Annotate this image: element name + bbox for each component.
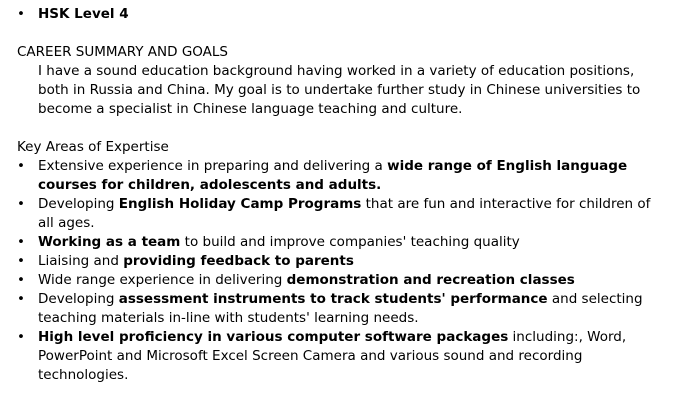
item-bold-text: demonstration and recreation classes — [286, 272, 575, 288]
list-item — [17, 290, 657, 328]
list-item — [17, 195, 657, 233]
resume-document — [17, 5, 657, 385]
item-text: Liaising and — [38, 253, 124, 269]
spacer — [17, 119, 657, 138]
bullet-icon: • — [17, 253, 25, 269]
list-item — [17, 233, 657, 252]
expertise-list — [17, 157, 657, 385]
item-bold-text: wide range of English language courses for children, adolescents and adults. — [38, 158, 628, 193]
career-summary-text: I have a sound education background having worked in a variety of education positions, both in Russia and China. My goal is to undertake further study in Chinese universities to become a specialist in Chinese language teaching and culture. — [38, 63, 641, 117]
item-text: including:, Word, PowerPoint and Microsoft Excel Screen Camera and various sound and recording technologies. — [38, 329, 627, 383]
expertise-heading: Key Areas of Expertise — [17, 139, 169, 155]
list-item — [17, 328, 657, 385]
spacer — [17, 24, 657, 43]
item-text: that are fun and interactive for children of all ages. — [38, 196, 651, 231]
bullet-icon: • — [17, 6, 25, 22]
item-bold-text: providing feedback to parents — [123, 253, 354, 269]
career-summary-heading: CAREER SUMMARY AND GOALS — [17, 44, 229, 60]
list-item — [17, 157, 657, 195]
item-bold-text: English Holiday Camp Programs — [118, 196, 362, 212]
bullet-icon: • — [17, 291, 25, 307]
item-text: and selecting teaching materials in-line with students' learning needs. — [38, 291, 643, 326]
item-bold-text: assessment instruments to track students' performance — [118, 291, 548, 307]
item-text: to build and improve companies' teaching quality — [180, 234, 520, 250]
list-item — [17, 271, 657, 290]
qualification-text: HSK Level 4 — [38, 6, 129, 22]
item-text: Developing — [38, 291, 119, 307]
item-text: Developing — [38, 196, 119, 212]
bullet-icon: • — [17, 234, 25, 250]
item-bold-text: Working as a team — [38, 234, 181, 250]
item-bold-text: High level proficiency in various computer software packages — [38, 329, 509, 345]
bullet-icon: • — [17, 272, 25, 288]
list-item — [17, 5, 657, 24]
list-item — [17, 252, 657, 271]
bullet-icon: • — [17, 158, 25, 174]
bullet-icon: • — [17, 196, 25, 212]
item-text: Extensive experience in preparing and delivering a — [38, 158, 388, 174]
qualifications-list — [17, 5, 657, 24]
item-text: Wide range experience in delivering — [38, 272, 287, 288]
bullet-icon: • — [17, 329, 25, 345]
